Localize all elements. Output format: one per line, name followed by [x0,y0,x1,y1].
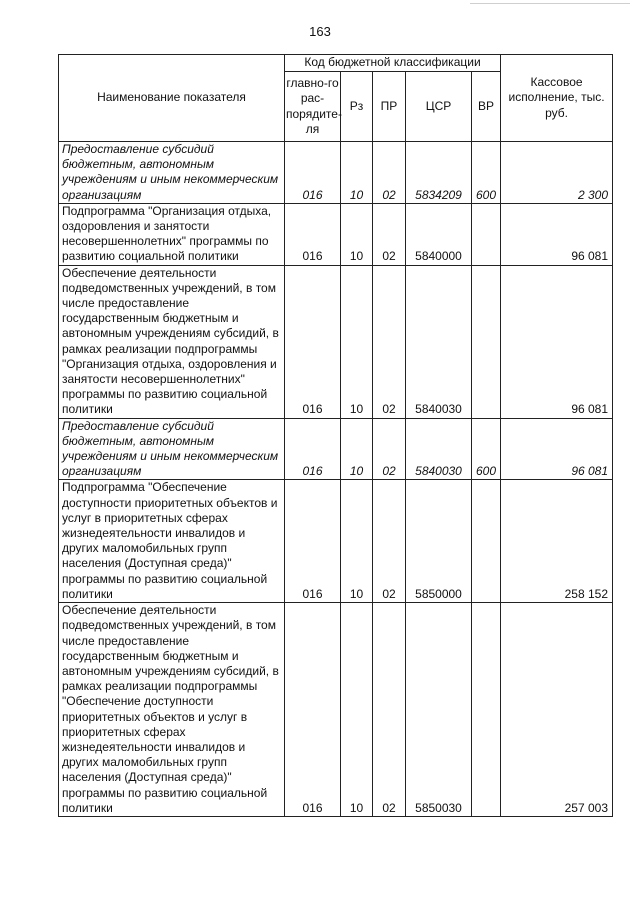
cell-name: Обеспечение деятельности подведомственных учреждений, в том числе предоставление государственным бюджетным и автономным учреждениям субсидий, в рамках реализации подпрограммы "Обеспечение доступности приоритетных объектов и услуг в приоритетных сферах жизнедеятельности инвалидов и других маломобильных групп населения (Доступная среда)" программы по развитию социальной политики [59,603,285,817]
cell-name: Подпрограмма "Организация отдыха, оздоровления и занятости несовершеннолетних" программы по развитию социальной политики [59,203,285,265]
scan-artifact-line [470,3,630,4]
cell-name: Обеспечение деятельности подведомственных учреждений, в том числе предоставление государственным бюджетным и автономным учреждениям субсидий, в рамках реализации подпрограммы "Организация отдыха, оздоровления и занятости несовершеннолетних" программы по развитию социальной политики [59,265,285,418]
cell-pr: 02 [373,418,406,480]
table-row [59,603,613,817]
cell-amount: 96 081 [501,418,613,480]
cell-pr: 02 [373,480,406,603]
cell-amount: 257 003 [501,603,613,817]
cell-vr [472,603,501,817]
cell-amount: 96 081 [501,203,613,265]
header-amount: Кассовое исполнение, тыс. руб. [501,55,613,142]
cell-gr: 016 [285,603,341,817]
cell-rz: 10 [341,265,373,418]
cell-pr: 02 [373,265,406,418]
cell-vr: 600 [472,142,501,204]
cell-pr: 02 [373,203,406,265]
cell-csr: 5834209 [406,142,472,204]
cell-vr [472,203,501,265]
cell-name: Предоставление субсидий бюджетным, автономным учреждениям и иным некоммерческим организациям [59,142,285,204]
table-row [59,418,613,480]
cell-pr: 02 [373,142,406,204]
cell-gr: 016 [285,418,341,480]
cell-vr [472,265,501,418]
cell-amount: 2 300 [501,142,613,204]
cell-amount: 96 081 [501,265,613,418]
cell-name: Предоставление субсидий бюджетным, автономным учреждениям и иным некоммерческим организациям [59,418,285,480]
cell-rz: 10 [341,480,373,603]
page-number: 163 [309,24,331,39]
budget-table [58,54,613,817]
header-rz: Рз [341,72,373,142]
cell-csr: 5840030 [406,418,472,480]
cell-pr: 02 [373,603,406,817]
cell-rz: 10 [341,203,373,265]
cell-rz: 10 [341,603,373,817]
cell-rz: 10 [341,418,373,480]
cell-vr: 600 [472,418,501,480]
table-row [59,265,613,418]
header-pr: ПР [373,72,406,142]
cell-gr: 016 [285,480,341,603]
cell-csr: 5850030 [406,603,472,817]
cell-vr [472,480,501,603]
cell-amount: 258 152 [501,480,613,603]
header-code-group: Код бюджетной классификации [285,55,501,72]
table-row [59,142,613,204]
header-name: Наименование показателя [59,55,285,142]
cell-gr: 016 [285,265,341,418]
cell-gr: 016 [285,203,341,265]
cell-name: Подпрограмма "Обеспечение доступности приоритетных объектов и услуг в приоритетных сферах жизнедеятельности инвалидов и других маломобильных групп населения (Доступная среда)" программы по развитию социальной политики [59,480,285,603]
cell-csr: 5850000 [406,480,472,603]
cell-csr: 5840030 [406,265,472,418]
header-vr: ВР [472,72,501,142]
cell-csr: 5840000 [406,203,472,265]
header-gr: главно-го рас-порядите-ля [285,72,341,142]
cell-gr: 016 [285,142,341,204]
header-csr: ЦСР [406,72,472,142]
table-body [59,142,613,817]
table-row [59,203,613,265]
cell-rz: 10 [341,142,373,204]
table-row [59,480,613,603]
